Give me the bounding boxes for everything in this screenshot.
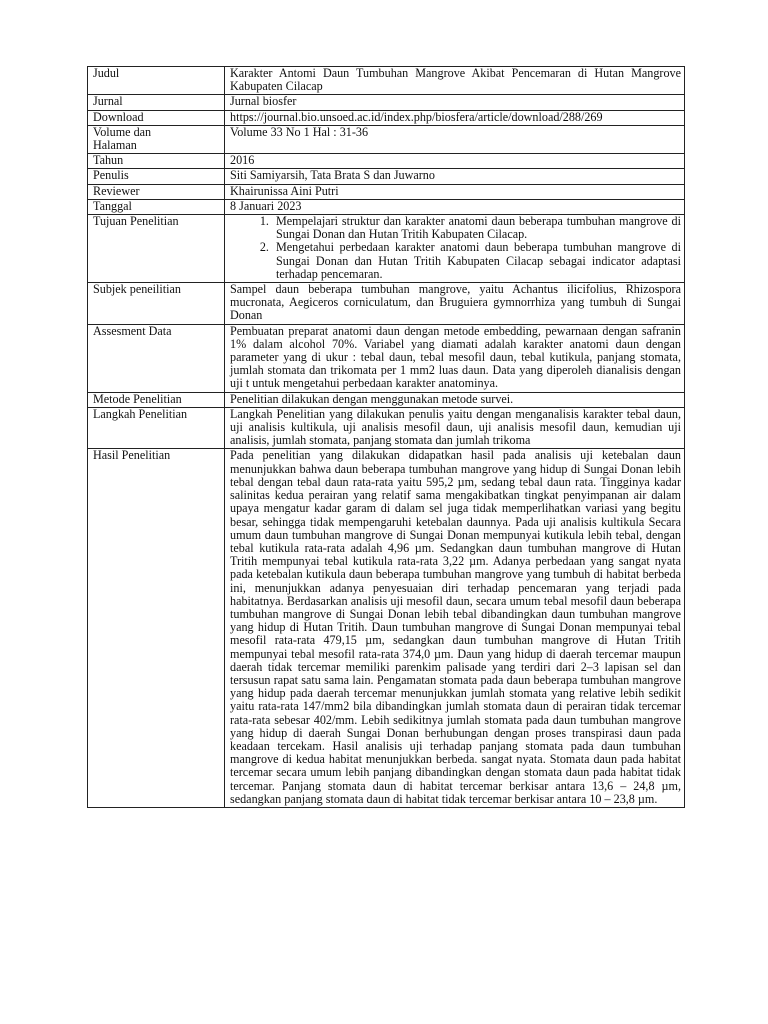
row-judul [88, 67, 685, 95]
row-label: Tanggal [88, 199, 225, 214]
row-tujuan [88, 215, 685, 283]
row-value: 2016 [225, 154, 685, 169]
tujuan-list [230, 215, 681, 281]
row-value: Pembuatan preparat anatomi daun dengan metode embedding, pewarnaan dengan safranin 1% dalam alcohol 70%. Variabel yang diamati adalah karakter anatomi daun dengan parameter yang di ukur : tebal daun, tebal mesofil daun, tebal kutikula, panjang stomata, jumlah stomata dan trikomata per 1 mm2 luas daun. Data yang diperoleh dianalisis dengan uji t untuk mengetahui perbedaan karakter anatominya. [225, 324, 685, 392]
row-label: Reviewer [88, 184, 225, 199]
row-assesment [88, 324, 685, 392]
row-label: Hasil Penelitian [88, 449, 225, 807]
row-value: Sampel daun beberapa tumbuhan mangrove, yaitu Achantus ilicifolius, Rhizospora mucronata, Aegiceros corniculatum, dan Bruguiera gymnorrhiza yang tumbuh di Sungai Donan [225, 283, 685, 325]
row-volume [88, 125, 685, 153]
journal-review-table [87, 66, 685, 808]
download-link[interactable]: https://journal.bio.unsoed.ac.id/index.php/biosfera/article/download/288/269 [225, 110, 685, 125]
list-item: 2. Mengetahui perbedaan karakter anatomi daun beberapa tumbuhan mangrove di Sungai Donan dan Hutan Tritih Kabupaten Cilacap sebagai indicator adaptasi terhadap pencemaran. [272, 241, 681, 281]
row-tanggal [88, 199, 685, 214]
row-value: Karakter Antomi Daun Tumbuhan Mangrove Akibat Pencemaran di Hutan Mangrove Kabupaten Cilacap [225, 67, 685, 95]
row-label: Penulis [88, 169, 225, 184]
row-value: Khairunissa Aini Putri [225, 184, 685, 199]
row-download [88, 110, 685, 125]
row-label: Subjek peneilitian [88, 283, 225, 325]
row-value: 8 Januari 2023 [225, 199, 685, 214]
list-item: 1. Mempelajari struktur dan karakter anatomi daun beberapa tumbuhan mangrove di Sungai Donan dan Hutan Tritih Kabupaten Cilacap. [272, 215, 681, 241]
row-label: Tahun [88, 154, 225, 169]
row-jurnal [88, 95, 685, 110]
row-label: Judul [88, 67, 225, 95]
row-subjek [88, 283, 685, 325]
row-value: Langkah Penelitian yang dilakukan penulis yaitu dengan menganalisis karakter tebal daun, uji analisis kultikula, uji analisis mesofil daun, uji analisis mesofil daun, kemudian uji analisis, jumlah stomata, panjang stomata dan jumlah trikoma [225, 407, 685, 449]
row-label: Volume dan Halaman [88, 125, 225, 153]
row-value: Penelitian dilakukan dengan menggunakan metode survei. [225, 392, 685, 407]
row-label: Jurnal [88, 95, 225, 110]
row-label: Metode Penelitian [88, 392, 225, 407]
row-value: Siti Samiyarsih, Tata Brata S dan Juwarno [225, 169, 685, 184]
row-label: Assesment Data [88, 324, 225, 392]
row-label: Langkah Penelitian [88, 407, 225, 449]
row-label: Download [88, 110, 225, 125]
row-value: Volume 33 No 1 Hal : 31-36 [225, 125, 685, 153]
tujuan-list-cell [225, 215, 685, 283]
row-reviewer [88, 184, 685, 199]
row-langkah [88, 407, 685, 449]
row-label: Tujuan Penelitian [88, 215, 225, 283]
row-value: Pada penelitian yang dilakukan didapatkan hasil pada analisis uji ketebalan daun menunjukkan bahwa daun beberapa tumbuhan mangrove yang hidup di Sungai Donan lebih tebal dengan tebal daun rata-rata yaitu 595,2 µm, sedang tebal daun rata. Tingginya kadar salinitas kedua perairan yang relatif sama mengakibatkan tingkat penyimpanan air dalam upaya mengatur kadar garam di dalam sel juga tidak memperlihatkan variasi yang begitu besar, sehingga tidak mempengaruhi ketebalan daunnya. Pada uji analisis kultikula Secara umum daun tumbuhan mangrove di Sungai Donan mempunyai kutikula lebih tebal, dengan tebal kutikula rata-rata adalah 4,96 µm. Sedangkan daun tumbuhan mangrove di Hutan Tritih mempunyai tebal kutikula rata-rata 3,22 µm. Adanya perbedaan yang sangat nyata pada ketebalan kutikula daun beberapa tumbuhan mangrove yang tumbuh di habitat berbeda ini, menunjukkan adanya penyesuaian diri terhadap pencemaran yang terjadi pada habitatnya. Berdasarkan analisis uji mesofil daun, secara umum tebal mesofil daun beberapa tumbuhan mangrove di Sungai Donan lebih tebal dibandingkan daun tumbuhan mangrove yang hidup di Hutan Tritih. Daun tumbuhan mangrove di Sungai Donan mempunyai tebal mesofil rata-rata 479,15 µm, sedangkan daun tumbuhan mangrove di Hutan Tritih mempunyai tebal mesofil rata-rata 374,0 µm. Daun yang hidup di daerah tercemar maupun daerah tidak tercemar memiliki parenkim palisade yang terdiri dari 2–3 lapisan sel dan tersusun rapat satu sama lain. Pengamatan stomata pada daun beberapa tumbuhan mangrove yang hidup pada daerah tercemar menunjukkan jumlah stomata yang relative lebih sedikit yaitu rata-rata 147/mm2 bila dibandingkan jumlah stomata daun di perairan tidak tercemar rata-rata sebesar 402/mm. Lebih sedikitnya jumlah stomata pada daun tumbuhan mangrove yang hidup di daerah Sungai Donan berhubungan dengan proses transpirasi daun pada keadaan tercekam. Hasil analisis uji terhadap panjang stomata pada daun tumbuhan mangrove di kedua habitat menunjukkan berbeda. sangat nyata. Stomata daun pada habitat tercemar secara umum lebih panjang dibandingkan dengan stomata daun pada habitat tidak tercemar. Panjang stomata daun di habitat tercemar berkisar antara 13,6 – 24,8 µm, sedangkan panjang stomata daun di habitat tidak tercemar berkisar antara 10 – 23,8 µm. [225, 449, 685, 807]
row-metode [88, 392, 685, 407]
row-tahun [88, 154, 685, 169]
row-hasil [88, 449, 685, 807]
row-value: Jurnal biosfer [225, 95, 685, 110]
row-penulis [88, 169, 685, 184]
